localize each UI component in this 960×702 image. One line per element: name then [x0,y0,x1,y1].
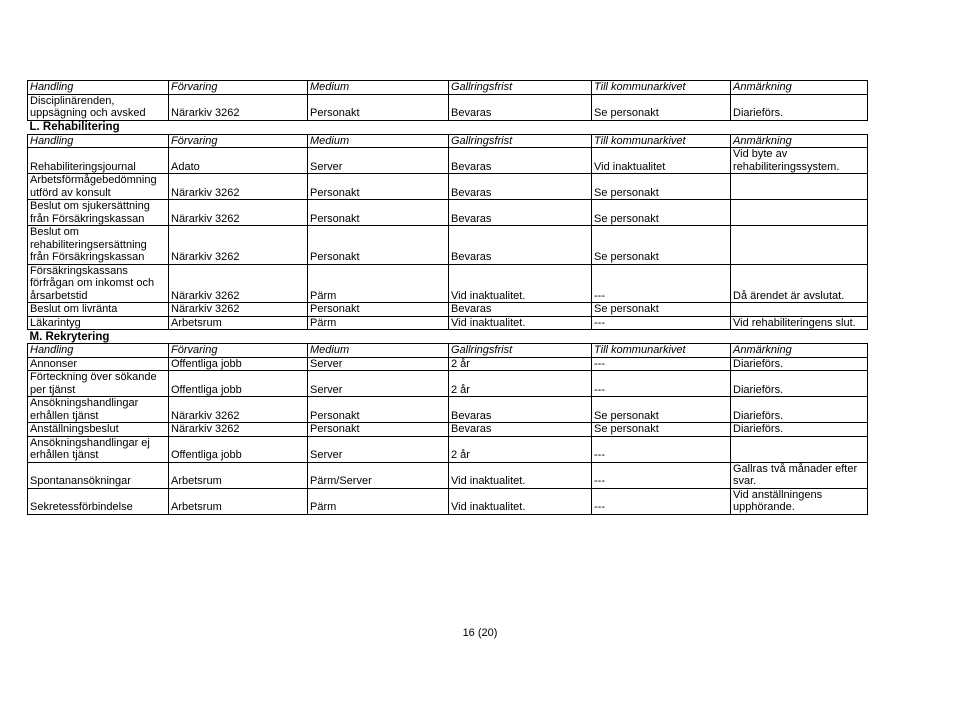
table-cell: --- [592,357,731,371]
table-cell: Arbetsrum [169,488,308,514]
column-header: Gallringsfrist [449,344,592,358]
table-row [28,397,868,423]
column-header: Medium [308,134,449,148]
table-cell: Server [308,436,449,462]
table-cell: Adato [169,148,308,174]
section-title: M. Rekrytering [29,330,110,343]
table-cell: Diarieförs. [731,397,868,423]
column-header: Medium [308,344,449,358]
table-row [28,357,868,371]
table-row [28,371,868,397]
section-0-header-row [28,134,868,148]
table-cell: --- [592,488,731,514]
table-cell: Diarieförs. [731,357,868,371]
table-cell: Arbetsförmågebedömning utförd av konsult [28,174,169,200]
document-page [27,80,867,515]
table-cell: Närarkiv 3262 [169,264,308,303]
table-cell: Diarieförs. [731,423,868,437]
table-cell: Ansökningshandlingar erhållen tjänst [28,397,169,423]
table-cell: 2 år [449,357,592,371]
table-row [28,226,868,265]
column-header: Medium [308,81,449,95]
table-cell: Annonser [28,357,169,371]
table-cell: Server [308,148,449,174]
table-cell: Vid inaktualitet. [449,462,592,488]
table-cell: Bevaras [449,148,592,174]
table-cell: Personakt [308,174,449,200]
table-cell: Anställningsbeslut [28,423,169,437]
table-row [28,462,868,488]
table-cell: Närarkiv 3262 [169,94,308,120]
table-cell: Närarkiv 3262 [169,174,308,200]
table-cell [731,174,868,200]
table-row [28,174,868,200]
table-cell: Diarieförs. [731,94,868,120]
table-cell: Personakt [308,397,449,423]
column-header: Anmärkning [731,344,868,358]
table-cell: Pärm/Server [308,462,449,488]
table-row [28,264,868,303]
column-header: Till kommunarkivet [592,81,731,95]
table-cell: Se personakt [592,94,731,120]
table-cell: Se personakt [592,200,731,226]
table-row [28,94,868,120]
table-cell: Ansökningshandlingar ej erhållen tjänst [28,436,169,462]
table-cell: Bevaras [449,94,592,120]
table-cell: Sekretessförbindelse [28,488,169,514]
table-cell: Vid anställningens upphörande. [731,488,868,514]
table-cell: Se personakt [592,226,731,265]
table-cell [731,200,868,226]
table-cell: Närarkiv 3262 [169,303,308,317]
table-cell: Arbetsrum [169,462,308,488]
table-cell: Bevaras [449,226,592,265]
table-cell: --- [592,371,731,397]
table-cell: Bevaras [449,200,592,226]
table-cell: Vid inaktualitet. [449,264,592,303]
top-header-row [28,81,868,95]
table-row [28,316,868,330]
table-cell: Då ärendet är avslutat. [731,264,868,303]
table-cell: Vid byte av rehabiliteringssystem. [731,148,868,174]
table-cell: Bevaras [449,174,592,200]
table-cell: Personakt [308,94,449,120]
table-row [28,200,868,226]
table-cell: Server [308,357,449,371]
table-cell: Se personakt [592,174,731,200]
table-cell: Närarkiv 3262 [169,226,308,265]
table-cell: Vid inaktualitet. [449,488,592,514]
table-cell: Se personakt [592,423,731,437]
column-header: Till kommunarkivet [592,344,731,358]
column-header: Handling [28,81,169,95]
table-cell: Diarieförs. [731,371,868,397]
column-header: Handling [28,134,169,148]
column-header: Förvaring [169,134,308,148]
table-cell: Rehabiliteringsjournal [28,148,169,174]
section-title: L. Rehabilitering [29,121,120,133]
table-cell [731,436,868,462]
table-cell: Närarkiv 3262 [169,423,308,437]
column-header: Gallringsfrist [449,134,592,148]
table-cell: Disciplinärenden, uppsägning och avsked [28,94,169,120]
table-cell: Personakt [308,226,449,265]
archive-table [27,80,868,515]
table-cell: Offentliga jobb [169,371,308,397]
table-cell: Bevaras [449,303,592,317]
table-cell: Närarkiv 3262 [169,397,308,423]
table-cell: Pärm [308,488,449,514]
table-cell: Vid inaktualitet. [449,316,592,330]
table-cell: Arbetsrum [169,316,308,330]
table-cell: Gallras två månader efter svar. [731,462,868,488]
column-header: Anmärkning [731,134,868,148]
table-cell: Se personakt [592,303,731,317]
table-row [28,303,868,317]
column-header: Gallringsfrist [449,81,592,95]
table-cell: Pärm [308,316,449,330]
table-cell: Personakt [308,200,449,226]
table-cell: Bevaras [449,423,592,437]
table-cell: 2 år [449,436,592,462]
table-cell: Beslut om rehabiliteringsersättning från Försäkringskassan [28,226,169,265]
table-row [28,148,868,174]
table-cell: Bevaras [449,397,592,423]
table-cell: Personakt [308,303,449,317]
section-1-header-row [28,344,868,358]
table-cell: 2 år [449,371,592,397]
table-cell: --- [592,264,731,303]
table-row [28,436,868,462]
table-cell: Förteckning över sökande per tjänst [28,371,169,397]
table-cell: Vid rehabiliteringens slut. [731,316,868,330]
table-cell: Pärm [308,264,449,303]
table-cell: Närarkiv 3262 [169,200,308,226]
table-cell: Offentliga jobb [169,436,308,462]
table-cell: Se personakt [592,397,731,423]
table-cell: Beslut om sjukersättning från Försäkringskassan [28,200,169,226]
table-cell: Vid inaktualitet [592,148,731,174]
table-cell: Läkarintyg [28,316,169,330]
table-row [28,423,868,437]
section-title-row [28,120,868,134]
page-number: 16 (20) [462,627,498,639]
table-cell [731,226,868,265]
table-cell: Offentliga jobb [169,357,308,371]
table-cell: Spontanansökningar [28,462,169,488]
column-header: Förvaring [169,344,308,358]
section-title-row [28,330,868,344]
column-header: Handling [28,344,169,358]
table-cell: Personakt [308,423,449,437]
table-cell: --- [592,462,731,488]
table-cell: Server [308,371,449,397]
table-cell [731,303,868,317]
table-cell: --- [592,316,731,330]
table-row [28,488,868,514]
table-cell: Försäkringskassans förfrågan om inkomst och årsarbetstid [28,264,169,303]
table-cell: Beslut om livränta [28,303,169,317]
table-cell: --- [592,436,731,462]
column-header: Till kommunarkivet [592,134,731,148]
column-header: Anmärkning [731,81,868,95]
column-header: Förvaring [169,81,308,95]
